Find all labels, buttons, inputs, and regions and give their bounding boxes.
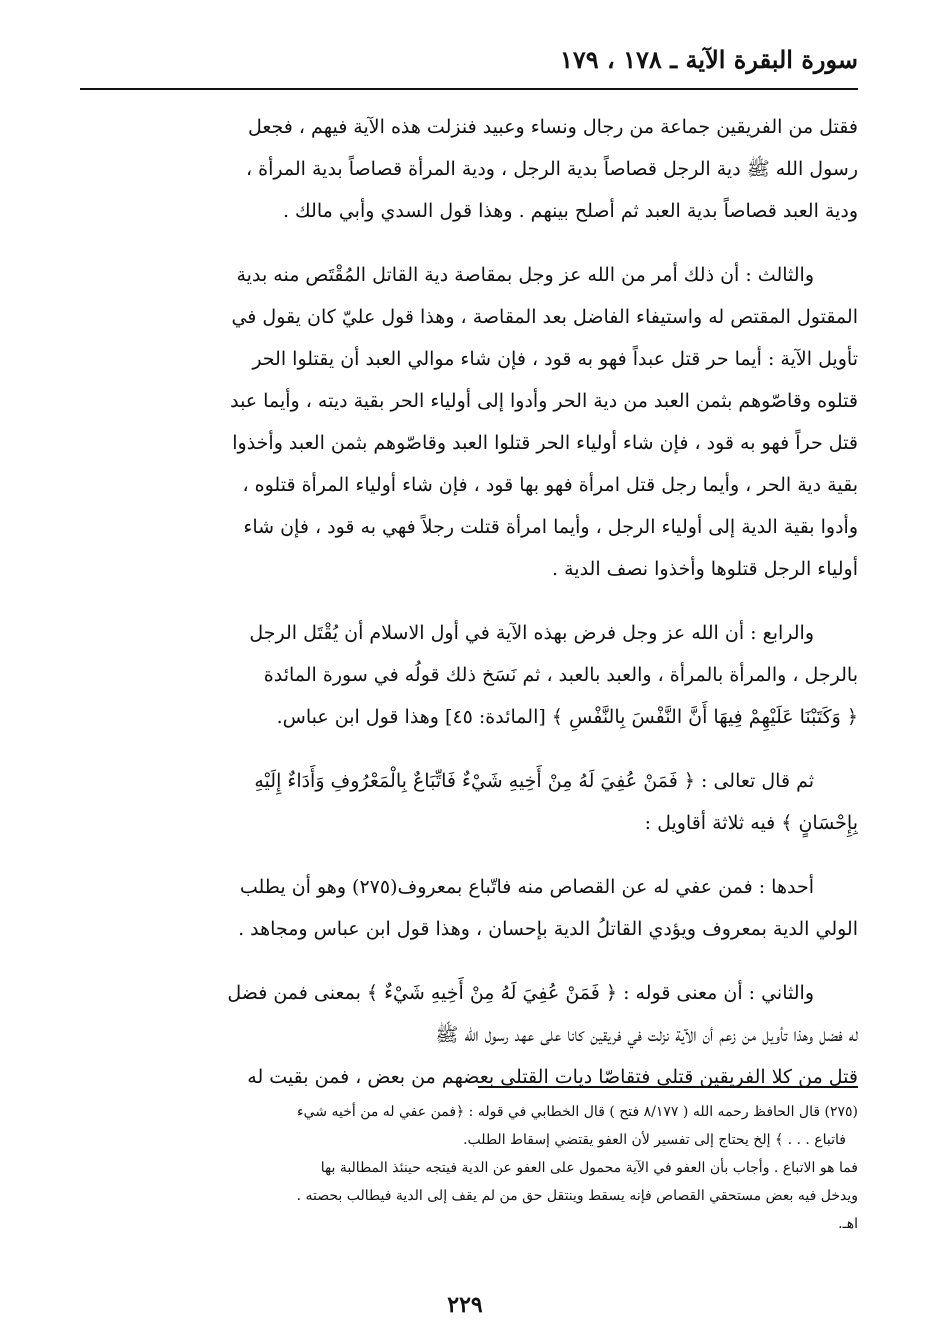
text-line: فقتل من الفريقين جماعة من رجال ونساء وعبيد فنزلت هذه الآية فيهم ، فجعل <box>247 116 858 138</box>
text-line: له فضل وهذا تأويل من زعم أن الآية نزلت في فريقين كانا على عهد رسول الله ﷺ <box>435 1024 858 1046</box>
paragraph-verse-quote <box>90 760 858 844</box>
footnote-line: فاتباع . . . ﴾ إلخ يحتاج إلى تفسير لأن العفو يقتضي إسقاط الطلب. <box>463 1132 846 1148</box>
paragraph-second-saying <box>90 972 858 1098</box>
text-line: أولياء الرجل قتلوها وأخذوا نصف الدية . <box>552 558 858 580</box>
text-line: بِإِحْسَانٍ ﴾ فيه ثلاثة أقاويل : <box>644 812 858 834</box>
footnote-line: ويدخل فيه بعض مستحقي القصاص فإنه يسقط وينتقل حق من لم يقف إلى الدية فيطالب بحصته . <box>296 1188 858 1204</box>
text-line: تأويل الآية : أيما حر قتل عبداً فهو به قود ، فإن شاء موالي العبد أن يقتلوا الحر <box>252 348 858 370</box>
paragraph-first-saying <box>90 866 858 950</box>
text-line: والثاني : أن معنى قوله : ﴿ فَمَنْ عُفِيَ لَهُ مِنْ أَخِيهِ شَيْءٌ ﴾ بمعنى فمن فضل <box>227 982 814 1004</box>
text-line: الولي الدية بمعروف ويؤدي القاتلُ الدية بإحسان ، وهذا قول ابن عباس ومجاهد . <box>238 918 858 940</box>
paragraph-fourth-opinion <box>90 612 858 738</box>
footnote-line: فما هو الاتباع . وأجاب بأن العفو في الآية محمول على العفو عن الدية فيتجه حينئذ المطالبة بها <box>320 1160 858 1176</box>
running-header: سورة البقرة الآية ـ ١٧٨ ، ١٧٩ <box>559 45 858 74</box>
quran-verse-line: ﴿ وَكَتَبْنَا عَلَيْهِمْ فِيهَا أَنَّ النَّفْسَ بِالنَّفْسِ ﴾ [المائدة: ٤٥] وهذا قول ابن عباس. <box>276 706 858 728</box>
text-line: والرابع : أن الله عز وجل فرض بهذه الآية في أول الاسلام أن يُقْتَل الرجل <box>249 622 814 644</box>
footnote-line: اهـ. <box>838 1216 858 1232</box>
text-line: بقية دية الحر ، وأيما رجل قتل امرأة فهو بها قود ، فإن شاء أولياء المرأة قتلوه ، <box>242 474 858 496</box>
text-line: المقتول المقتص له واستيفاء الفاضل بعد المقاصة ، وهذا قول عليّ كان يقول في <box>231 306 858 328</box>
text-line: قتل حراً فهو به قود ، فإن شاء أولياء الحر قتلوا العبد وقاصّوهم بثمن العبد وأخذوا <box>232 432 858 454</box>
text-line: رسول الله ﷺ دية الرجل قصاصاً بدية الرجل ، ودية المرأة قصاصاً بدية المرأة ، <box>246 158 858 180</box>
text-line: والثالث : أن ذلك أمر من الله عز وجل بمقاصة دية القاتل المُقْتَص منه بدية <box>236 264 814 286</box>
header-rule <box>80 88 858 90</box>
text-line: قتلوه وقاصّوهم بثمن العبد من دية الحر وأدوا إلى أولياء الحر بقية ديته ، وأيما عبد <box>230 390 858 412</box>
text-line: وأدوا بقية الدية إلى أولياء الرجل ، وأيما امرأة قتلت رجلاً فهي به قود ، فإن شاء <box>243 516 858 538</box>
paragraph-third-opinion <box>90 254 858 590</box>
text-line: أحدها : فمن عفي له عن القصاص منه فاتّباع بمعروف(٢٧٥) وهو أن يطلب <box>239 876 814 898</box>
main-text <box>90 106 858 1120</box>
text-line: قتل من كلا الفريقين قتلى فتقاصّا ديات القتلى بعضهم من بعض ، فمن بقيت له <box>247 1066 858 1088</box>
quran-verse-line: ثم قال تعالى : ﴿ فَمَنْ عُفِيَ لَهُ مِنْ أَخِيهِ شَيْءٌ فَاتِّبَاعٌ بِالْمَعْرُوفِ وَأَدَاءٌ إِلَيْهِ <box>254 770 814 792</box>
paragraph-1 <box>90 106 858 232</box>
text-line: بالرجل ، والمرأة بالمرأة ، والعبد بالعبد ، ثم نَسَخ ذلك قولُه في سورة المائدة <box>263 664 858 686</box>
footnotes <box>96 1098 858 1238</box>
text-line: ودية العبد قصاصاً بدية العبد ثم أصلح بينهم . وهذا قول السدي وأبي مالك . <box>282 200 858 222</box>
footnote-rule <box>478 1086 858 1088</box>
page-number: ٢٢٩ <box>447 1292 483 1318</box>
footnote-line: (٢٧٥) قال الحافظ رحمه الله ( ٨/١٧٧ فتح ) قال الخطابي في قوله : ﴿فمن عفي له من أخيه شيء <box>297 1104 858 1120</box>
